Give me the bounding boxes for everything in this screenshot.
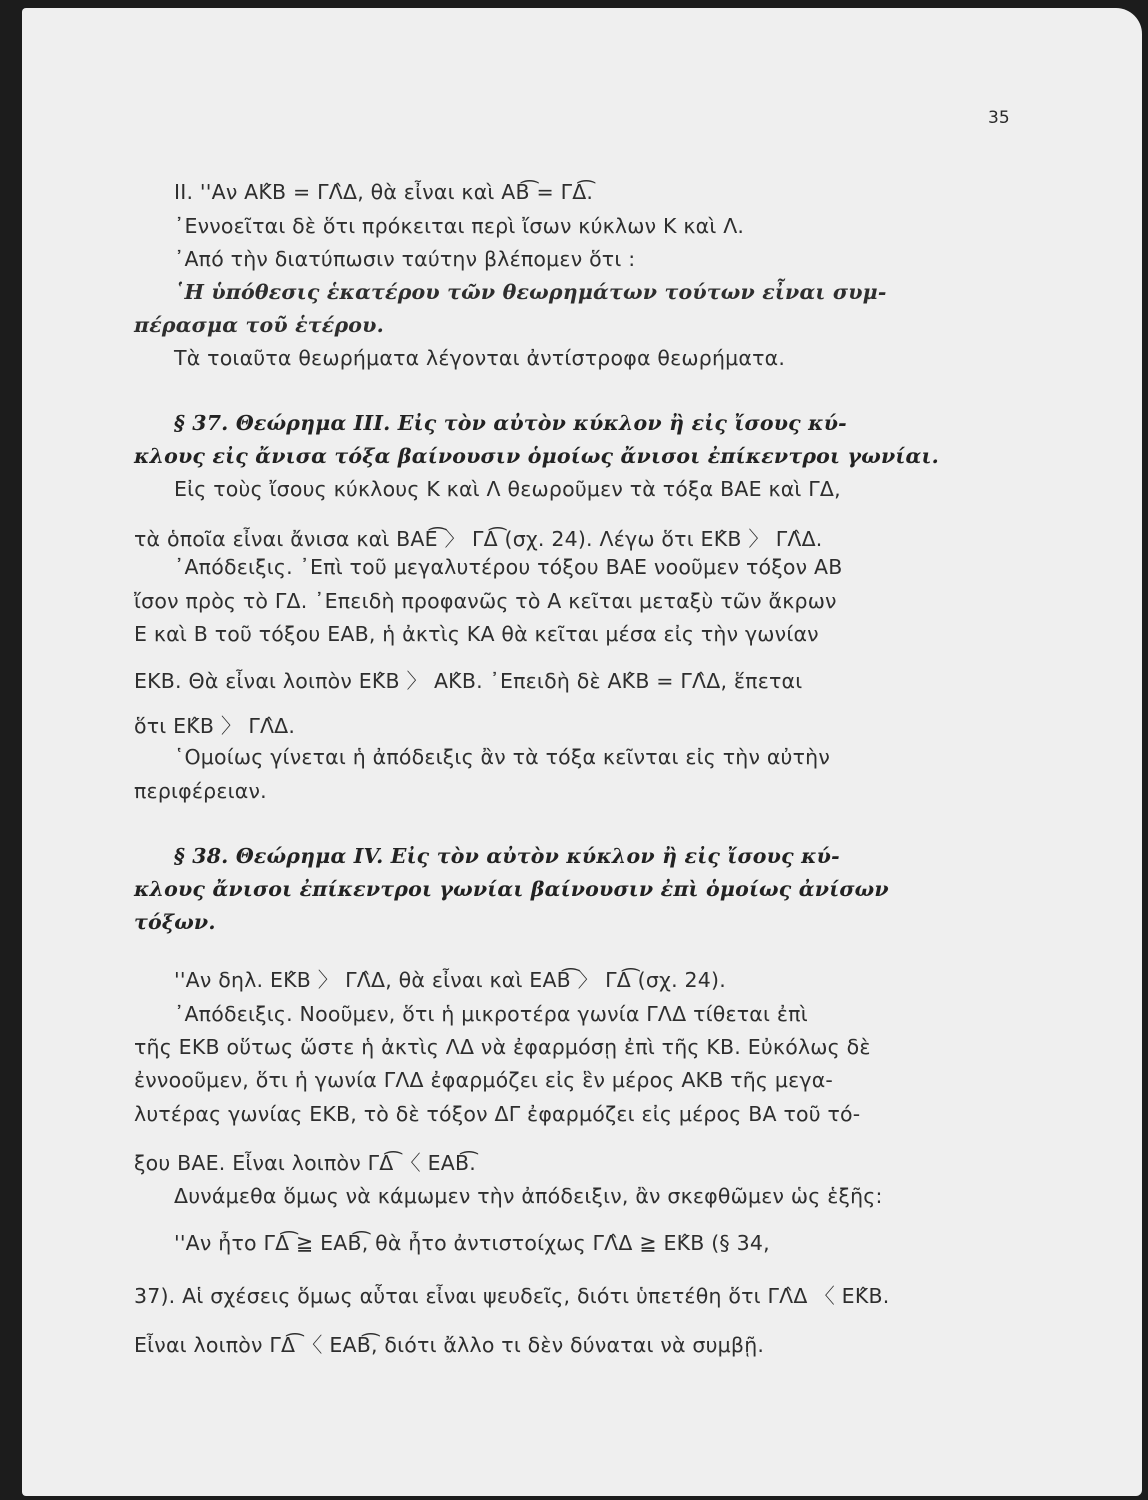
text-line: περιφέρειαν. [134, 779, 267, 803]
theorem-heading: κλους ἄνισοι ἐπίκεντροι γωνίαι βαίνουσιν ἐπὶ ὁμοίως ἀνίσων [134, 877, 889, 901]
text-line: Τὰ τοιαῦτα θεωρήματα λέγονται ἀντίστροφα θεωρήματα. [174, 346, 786, 370]
text-line: ἐννοοῦμεν, ὅτι ἡ γωνία ΓΛΔ ἐφαρμόζει εἰς ἓν μέρος ΑΚΒ τῆς μεγα- [134, 1068, 834, 1092]
text-line: Εἶναι λοιπὸν ΓΔ͡ 〈 ΕΑΒ͡, διότι ἄλλο τι δὲν δύναται νὰ συμβῇ. [134, 1333, 765, 1357]
text-line: ᾿Από τὴν διατύπωσιν ταύτην βλέπομεν ὅτι : [174, 247, 636, 271]
text-line: ''Αν ἦτο ΓΔ͡ ≧ ΕΑΒ͡, θὰ ἦτο ἀντιστοίχως ΓΛ̂Δ ≧ ΕΚ̂Β (§ 34, [174, 1231, 770, 1255]
text-line: λυτέρας γωνίας ΕΚΒ, τὸ δὲ τόξον ΔΓ ἐφαρμόζει εἰς μέρος ΒΑ τοῦ τό- [134, 1102, 861, 1126]
text-line: ᾿Απόδειξις. Νοοῦμεν, ὅτι ἡ μικροτέρα γωνία ΓΛΔ τίθεται ἐπὶ [174, 1002, 808, 1026]
text-line: Ε καὶ Β τοῦ τόξου ΕΑΒ, ἡ ἀκτὶς ΚΑ θὰ κεῖται μέσα εἰς τὴν γωνίαν [134, 622, 819, 646]
text-line-emphasis: ῾Η ὑπόθεσις ἑκατέρου τῶν θεωρημάτων τούτων εἶναι συμ- [174, 280, 887, 304]
text-line: ῾Ομοίως γίνεται ἡ ἀπόδειξις ἂν τὰ τόξα κεῖνται εἰς τὴν αὐτὴν [174, 745, 830, 769]
text-line: ἴσον πρὸς τὸ ΓΔ. ᾿Επειδὴ προφανῶς τὸ Α κεῖται μεταξὺ τῶν ἄκρων [134, 589, 837, 613]
theorem-heading: τόξων. [134, 910, 216, 934]
text-line: Εἰς τοὺς ἴσους κύκλους Κ καὶ Λ θεωροῦμεν τὰ τόξα ΒΑΕ καὶ ΓΔ, [174, 477, 841, 501]
text-line: 37). Αἱ σχέσεις ὅμως αὗται εἶναι ψευδεῖς, διότι ὑπετέθη ὅτι ΓΛ̂Δ 〈 ΕΚ̂Β. [134, 1284, 890, 1308]
text-line: ''Αν δηλ. ΕΚ̂Β 〉 ΓΛ̂Δ, θὰ εἶναι καὶ ΕΑΒ͡ 〉 ΓΔ͡ (σχ. 24). [174, 968, 726, 992]
text-line: τῆς ΕΚΒ οὕτως ὥστε ἡ ἀκτὶς ΛΔ νὰ ἐφαρμόσῃ ἐπὶ τῆς ΚΒ. Εὐκόλως δὲ [134, 1035, 871, 1059]
book-page [22, 8, 1142, 1496]
text-line: ΕΚΒ. Θὰ εἶναι λοιπὸν ΕΚ̂Β 〉 ΑΚ̂Β. ᾿Επειδὴ δὲ ΑΚ̂Β = ΓΛ̂Δ, ἕπεται [134, 669, 803, 693]
text-line: ᾿Απόδειξις. ᾿Επὶ τοῦ μεγαλυτέρου τόξου ΒΑΕ νοοῦμεν τόξον ΑΒ [174, 555, 843, 579]
theorem-heading: § 37. Θεώρημα III. Εἰς τὸν αὐτὸν κύκλον ἢ εἰς ἴσους κύ- [174, 411, 847, 435]
text-line: ξου ΒΑΕ. Εἶναι λοιπὸν ΓΔ͡ 〈 ΕΑΒ͡. [134, 1151, 476, 1175]
text-line: ᾿Εννοεῖται δὲ ὅτι πρόκειται περὶ ἴσων κύκλων Κ καὶ Λ. [174, 214, 745, 238]
text-line: Δυνάμεθα ὅμως νὰ κάμωμεν τὴν ἀπόδειξιν, ἂν σκεφθῶμεν ὡς ἑξῆς: [174, 1184, 883, 1208]
text-line: II. ''Αν ΑΚ̂Β = ΓΛ̂Δ, θὰ εἶναι καὶ ΑΒ͡ = ΓΔ͡. [174, 180, 594, 204]
text-line-emphasis: πέρασμα τοῦ ἑτέρου. [134, 313, 384, 337]
text-line: τὰ ὁποῖα εἶναι ἄνισα καὶ ΒΑΕ͡ 〉 ΓΔ͡ (σχ. 24). Λέγω ὅτι ΕΚ̂Β 〉 ΓΛ̂Δ. [134, 527, 823, 551]
text-line: ὅτι ΕΚ̂Β 〉 ΓΛ̂Δ. [134, 714, 296, 738]
theorem-heading: § 38. Θεώρημα IV. Εἰς τὸν αὐτὸν κύκλον ἢ εἰς ἴσους κύ- [174, 844, 840, 868]
theorem-heading: κλους εἰς ἄνισα τόξα βαίνουσιν ὁμοίως ἄνισοι ἐπίκεντροι γωνίαι. [134, 444, 939, 468]
page-number: 35 [988, 108, 1010, 128]
